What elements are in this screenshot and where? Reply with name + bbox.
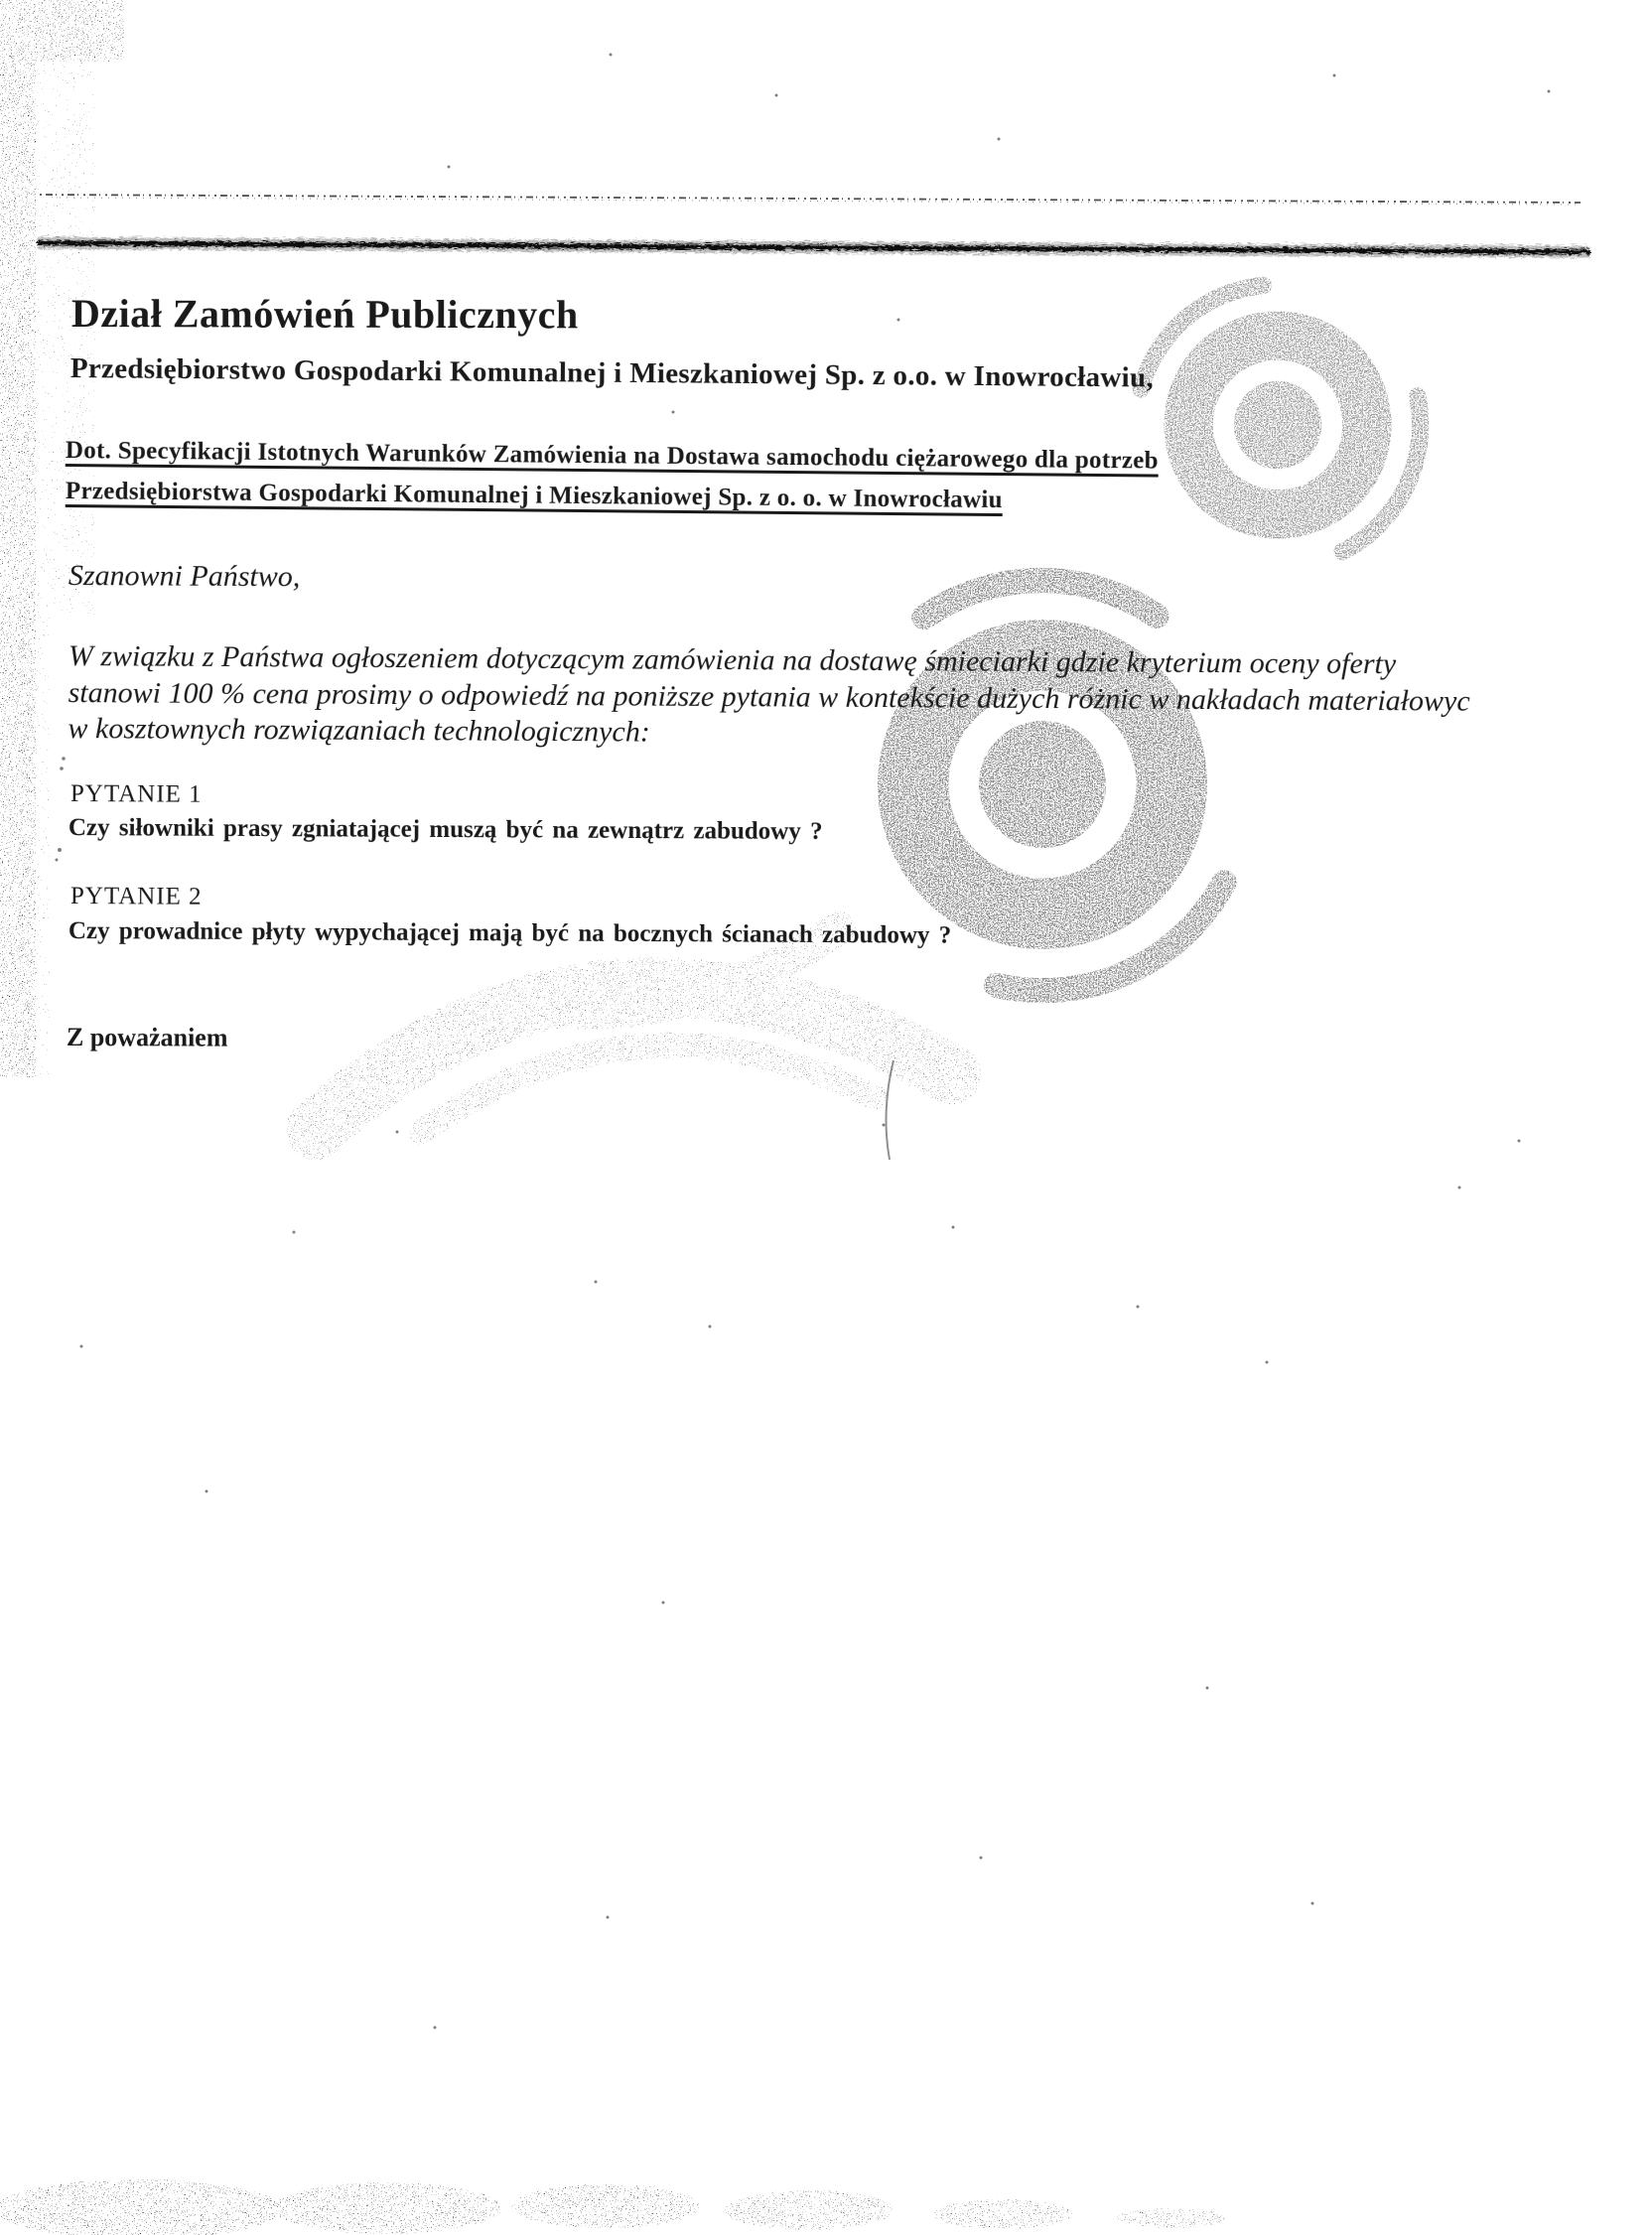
body-paragraph [68,638,1470,756]
salutation: Szanowni Państwo, [68,559,301,594]
closing-phrase: Z poważaniem [66,1023,228,1052]
watermark-swirl-upper [1141,285,1420,551]
thin-dotted-rule [40,195,1581,205]
subject-line-2: Przedsiębiorstwa Gospodarki Komunalnej i Mieszkaniowej Sp. z o. o. w Inowrocławiu [65,478,1003,514]
question-1-label: PYTANIE 1 [69,780,203,808]
thick-header-rule [36,241,1588,250]
watermark-arc-bottom [316,928,951,1132]
company-line: Przedsiębiorstwo Gospodarki Komunalnej i Mieszkaniowej Sp. z o.o. w Inowrocławiu, [69,352,1155,394]
question-2-text: Czy prowadnice płyty wypychającej mają być na bocznych ścianach zabudowy ? [68,917,952,949]
question-1-text: Czy siłowniki prasy zgniatającej muszą być na zewnątrz zabudowy ? [68,814,823,845]
department-title: Dział Zamówień Publicznych [70,291,579,338]
subject-line-1: Dot. Specyfikacji Istotnych Warunków Zamówienia na Dostawa samochodu ciężarowego dla potrzeb [65,437,1159,475]
body-line-1: W związku z Państwa ogłoszeniem dotyczącym zamówienia na dostawę śmieciarki gdzie kryterium oceny oferty [68,639,1397,681]
question-2-label: PYTANIE 2 [69,883,203,910]
body-line-2: stanowi 100 % cena prosimy o odpowiedź na poniższe pytania w kontekście dużych różnic w nakładach materiałowyc [68,675,1470,718]
body-line-3: w kosztownych rozwiązaniach technologicznych: [68,711,650,749]
watermark-swirl-central [772,502,1330,1057]
